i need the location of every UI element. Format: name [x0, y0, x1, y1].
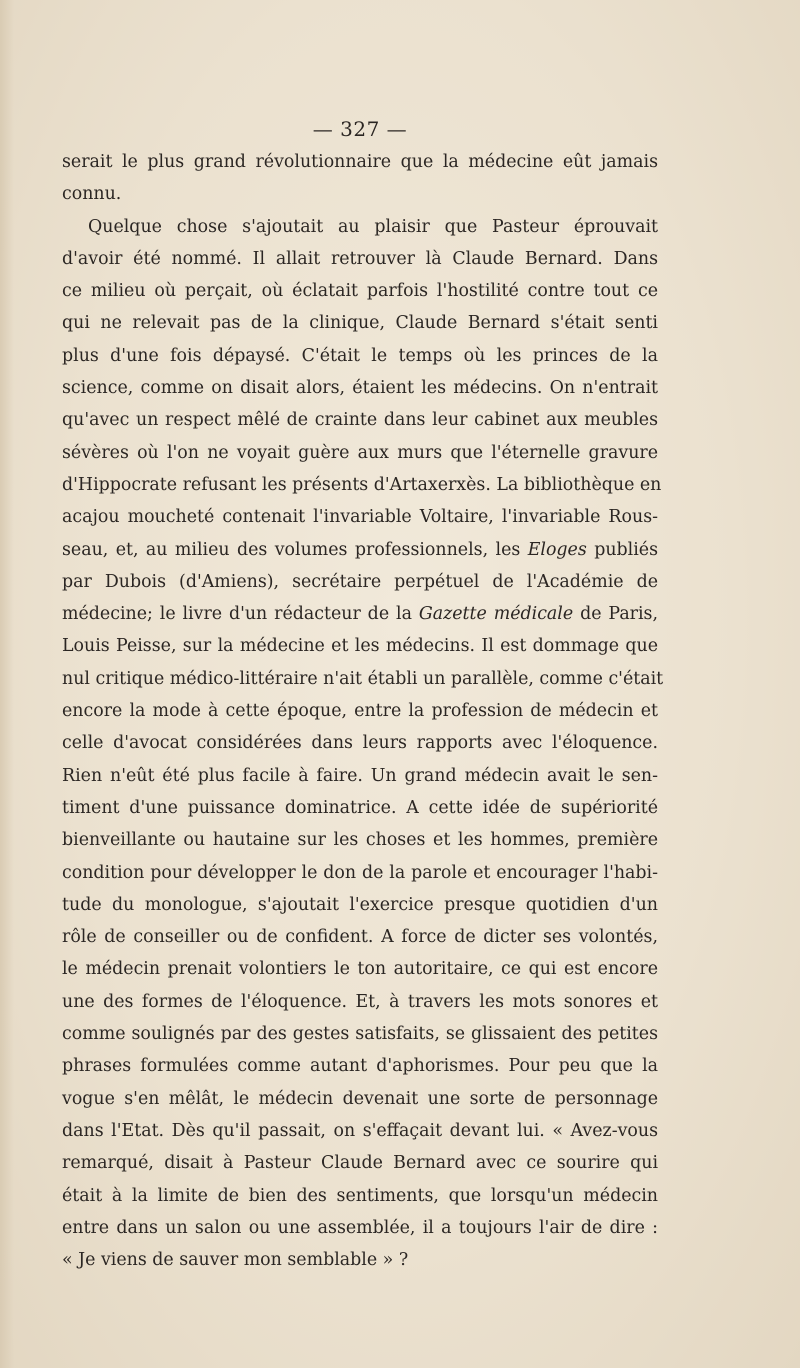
text-line: tude du monologue, s'ajoutait l'exercice presque quotidien d'un [62, 894, 658, 915]
text-line: encore la mode à cette époque, entre la profession de médecin et [62, 701, 658, 722]
text-line: Quelque chose s'ajoutait au plaisir que Pasteur éprouvait [88, 216, 658, 237]
page-number: — 327 — [312, 117, 408, 141]
italic-title-eloges: Eloges [527, 539, 587, 560]
text-line: phrases formulées comme autant d'aphorismes. Pour peu que la [62, 1056, 658, 1077]
text-line: d'avoir été nommé. Il allait retrouver là Claude Bernard. Dans [62, 248, 658, 269]
text-segment: de Paris, [580, 604, 659, 625]
text-line: vogue s'en mêlât, le médecin devenait une sorte de personnage [62, 1088, 658, 1109]
text-line: acajou moucheté contenait l'invariable Voltaire, l'invariable Rous- [62, 507, 658, 528]
text-line: comme soulignés par des gestes satisfaits, se glissaient des petites [62, 1024, 658, 1045]
body-text [62, 146, 664, 1276]
text-line: plus d'une fois dépaysé. C'était le temps où les princes de la [62, 345, 658, 366]
text-segment: publiés [594, 539, 658, 560]
text-line: une des formes de l'éloquence. Et, à travers les mots sonores et [62, 991, 658, 1012]
text-line: ce milieu où perçait, où éclatait parfois l'hostilité contre tout ce [62, 281, 658, 302]
italic-title-gazette: Gazette médicale [418, 604, 574, 625]
text-line: qui ne relevait pas de la clinique, Claude Bernard s'était senti [62, 313, 658, 334]
text-line: science, comme on disait alors, étaient les médecins. On n'entrait [62, 378, 658, 399]
text-line: entre dans un salon ou une assemblée, il a toujours l'air de dire : [62, 1217, 658, 1238]
text-line: connu. [62, 184, 122, 205]
text-line: serait le plus grand révolutionnaire que la médecine eût jamais [62, 152, 658, 172]
text-line: celle d'avocat considérées dans leurs rapports avec l'éloquence. [62, 733, 658, 754]
text-line: « Je viens de sauver mon semblable » ? [62, 1250, 409, 1271]
text-line: sévères où l'on ne voyait guère aux murs que l'éternelle gravure [62, 442, 658, 463]
text-line: dans l'Etat. Dès qu'il passait, on s'effaçait devant lui. « Avez-vous [62, 1120, 658, 1141]
text-line: Louis Peisse, sur la médecine et les médecins. Il est dommage que [62, 636, 658, 657]
text-line: rôle de conseiller ou de confident. A force de dicter ses volontés, [62, 927, 658, 948]
text-line: par Dubois (d'Amiens), secrétaire perpétuel de l'Académie de [62, 571, 658, 592]
text-line: remarqué, disait à Pasteur Claude Bernard avec ce sourire qui [62, 1153, 658, 1174]
text-line: condition pour développer le don de la parole et encourager l'habi- [62, 862, 658, 883]
text-line [62, 598, 658, 630]
text-line: Rien n'eût été plus facile à faire. Un grand médecin avait le sen- [62, 765, 658, 786]
text-line: bienveillante ou hautaine sur les choses et les hommes, première [62, 830, 658, 851]
text-segment: seau, et, au milieu des volumes professionnels, les [62, 539, 521, 560]
text-line [62, 534, 658, 566]
text-line: le médecin prenait volontiers le ton autoritaire, ce qui est encore [62, 959, 658, 980]
text-line: était à la limite de bien des sentiments, que lorsqu'un médecin [62, 1185, 658, 1206]
page-edge-shadow [0, 0, 14, 1368]
text-segment: médecine; le livre d'un rédacteur de la [62, 604, 412, 625]
text-line: nul critique médico-littéraire n'ait établi un parallèle, comme c'était [62, 668, 664, 689]
text-line: qu'avec un respect mêlé de crainte dans leur cabinet aux meubles [62, 410, 658, 431]
text-line: d'Hippocrate refusant les présents d'Artaxerxès. La bibliothèque en [62, 474, 662, 495]
text-line: timent d'une puissance dominatrice. A cette idée de supériorité [62, 797, 658, 818]
